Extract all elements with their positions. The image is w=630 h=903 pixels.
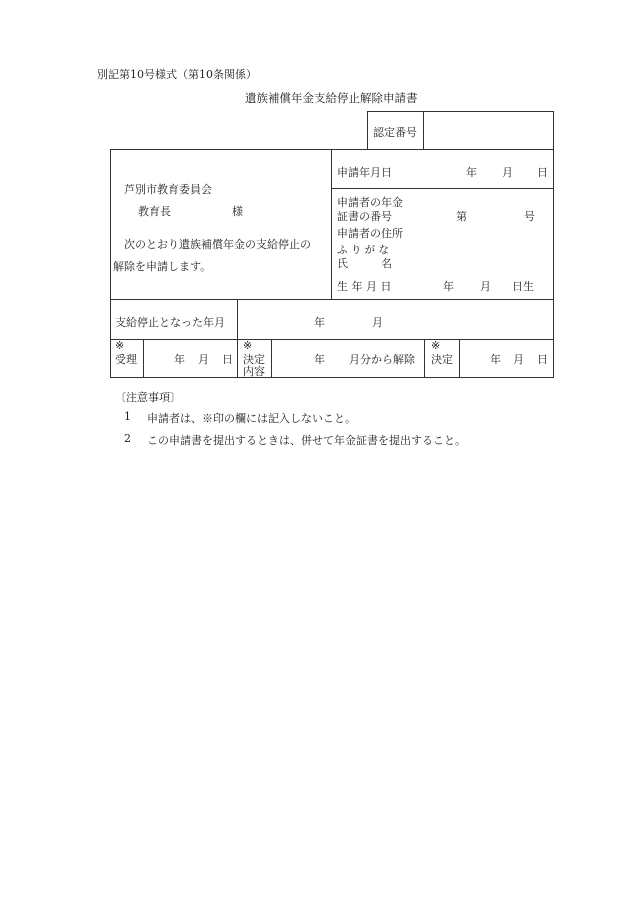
note-text: 申請者は、※印の欄には記入しないこと。 (147, 412, 356, 425)
birth-suffix-label: 日生 (512, 280, 534, 293)
month-label: 月 (502, 166, 513, 179)
decision-day-label: 日 (537, 353, 548, 366)
nintei-bango-label: 認定番号 (373, 126, 417, 139)
receipt-day-label: 日 (222, 353, 233, 366)
border (367, 111, 368, 149)
recipient-honorific: 様 (232, 205, 243, 218)
birth-label: 生 年 月 日 (337, 280, 392, 293)
border (110, 299, 553, 300)
border (110, 339, 553, 340)
suspension-month-label: 月 (372, 316, 383, 329)
border (110, 377, 553, 378)
border (331, 188, 553, 189)
page-title: 遺族補償年金支給停止解除申請書 (245, 91, 418, 105)
suspension-label: 支給停止となった年月 (115, 316, 225, 329)
note-text: この申請書を提出するときは、併せて年金証書を提出すること。 (147, 434, 466, 447)
receipt-month-label: 月 (198, 353, 209, 366)
form-id: 別記第10号様式（第10条関係） (97, 68, 257, 81)
office-mark-receipt: ※ (115, 339, 125, 352)
decision-content-label-line1: 決定 (243, 353, 265, 366)
border (459, 339, 460, 378)
application-date-label: 申請年月日 (337, 166, 392, 179)
border (237, 299, 238, 378)
office-mark-decision-content: ※ (243, 339, 253, 352)
decision-label: 決定 (431, 353, 453, 366)
cert-dai-label: 第 (456, 210, 467, 223)
furigana-label: ふ り が な (337, 244, 390, 256)
border (367, 111, 553, 112)
recipient-org: 芦別市教育委員会 (124, 183, 212, 196)
border (143, 339, 144, 378)
border (423, 111, 424, 149)
border (553, 111, 554, 149)
receipt-year-label: 年 (174, 353, 185, 366)
border (424, 339, 425, 378)
office-mark-decision: ※ (431, 339, 441, 352)
border (110, 149, 111, 378)
request-text-line2: 解除を申請します。 (113, 260, 212, 273)
border (331, 149, 332, 299)
decision-year-label: 年 (490, 353, 501, 366)
birth-month-label: 月 (480, 280, 491, 293)
address-label: 申請者の住所 (337, 227, 403, 240)
decision-month-label: 月 (513, 353, 524, 366)
birth-year-label: 年 (443, 280, 454, 293)
recipient-person: 教育長 (138, 205, 171, 218)
border (271, 339, 272, 378)
note-number: 2 (124, 432, 131, 445)
name-label: 氏 名 (337, 257, 392, 270)
release-suffix-label: 月分から解除 (349, 353, 415, 366)
receipt-label: 受理 (115, 353, 137, 366)
suspension-year-label: 年 (314, 316, 325, 329)
decision-content-label-line2: 内容 (243, 365, 265, 378)
day-label: 日 (537, 166, 548, 179)
cert-label-line1: 申請者の年金 (337, 196, 403, 209)
note-number: 1 (124, 410, 131, 423)
cert-label-line2: 証書の番号 (337, 210, 392, 223)
cert-go-label: 号 (524, 210, 535, 223)
release-year-label: 年 (314, 353, 325, 366)
request-text-line1: 次のとおり遺族補償年金の支給停止の (124, 238, 311, 251)
year-label: 年 (466, 166, 477, 179)
nintei-bango-field[interactable] (426, 113, 550, 147)
border (553, 149, 554, 378)
notes-heading: 〔注意事項〕 (115, 391, 181, 404)
